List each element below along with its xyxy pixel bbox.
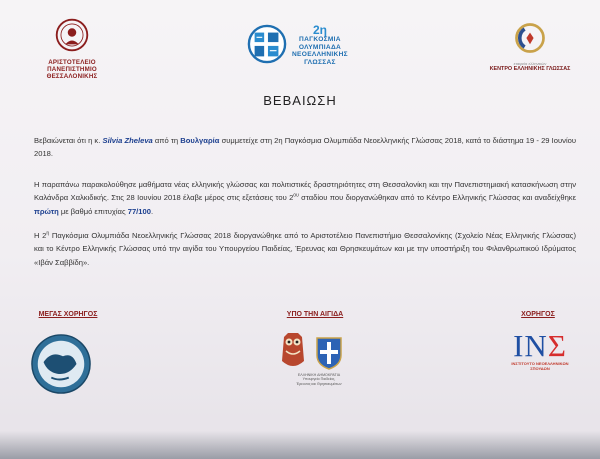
rank-text: πρώτη	[34, 206, 59, 216]
auth-line-3: ΘΕΣΣΑΛΟΝΙΚΗΣ	[46, 73, 98, 80]
owl-icon	[278, 331, 308, 373]
aigis-caption-1: ΕΛΛΗΝΙΚΗ ΔΗΜΟΚΡΑΤΙΑ	[297, 373, 341, 377]
sponsor-label: ΧΟΡΗΓΟΣ	[521, 311, 555, 318]
p2-text-a: Η παραπάνω παρακολούθησε μαθήματα νέας ελληνικής γλώσσας και πολιτιστικές δραστηριότητες στη Θεσσαλονίκη και την Πανεπιστημιακή κατασκήνωση στην Καλάνδρα Χαλκιδικής. Στις 28 Ιουνίου 2018 έλαβε μέρος στις εξετάσεις του 2	[34, 180, 576, 203]
p2-text-c: με βαθμό επιτυχίας	[58, 206, 128, 216]
participant-country: Βουλγαρία	[180, 136, 220, 145]
keg-small-text: εταιρεία ελληνικών	[513, 61, 547, 66]
score-text: 77/100	[127, 206, 151, 216]
ins-letter-accent: Σ	[547, 328, 567, 363]
foundation-globe-logo	[30, 333, 92, 395]
p1-text-b: από τη	[152, 136, 181, 145]
greek-crest-icon	[314, 335, 344, 371]
paragraph-3	[34, 229, 576, 269]
document-title: ΒΕΒΑΙΩΣΗ	[263, 93, 337, 108]
olympiad-number: 2η	[312, 23, 327, 37]
p2-text-b: σταδίου που διοργανώθηκαν από το Κέντρο Ελληνικής Γλώσσας και αναδείχθηκε	[298, 193, 576, 203]
paragraph-2	[34, 178, 576, 218]
language-centre-emblem-icon	[512, 20, 548, 56]
auth-line-1: ΑΡΙΣΤΟΤΕΛΕΙΟ	[48, 59, 96, 66]
aigis-caption-3: Έρευνας και Θρησκευμάτων	[296, 381, 342, 386]
olympiad-line-4: ΓΛΩΣΣΑΣ	[304, 58, 336, 66]
olympiad-line-3: ΝΕΟΕΛΛΗΝΙΚΗΣ	[292, 51, 348, 59]
olympiad-emblem-icon	[246, 24, 288, 64]
olympiad-logo	[246, 24, 386, 68]
ins-letters-main: ΙΝ	[513, 328, 548, 363]
ins-sponsor-logo	[500, 330, 580, 371]
p3-superscript: η	[46, 230, 50, 237]
auth-line-2: ΠΑΝΕΠΙΣΤΗΜΙΟ	[47, 66, 97, 73]
keg-name: ΚΕΝΤΡΟ ΕΛΛΗΝΙΚΗΣ ΓΛΩΣΣΑΣ	[489, 66, 571, 72]
olympiad-line-2: ΟΛΥΜΠΙΑΔΑ	[298, 43, 342, 51]
main-sponsor-label: ΜΕΓΑΣ ΧΟΡΗΓΟΣ	[38, 311, 98, 318]
p2-text-d: .	[150, 206, 154, 216]
ministry-auspices-logo	[278, 331, 358, 391]
paragraph-1	[34, 134, 576, 161]
p2-superscript: ου	[293, 192, 299, 199]
p3-text-b: Παγκόσμια Ολυμπιάδα Νεοελληνικής Γλώσσας 2018 διοργανώθηκε από το Αριστοτέλειο Πανεπιστήμιο Θεσσαλονίκης (Σχολείο Νέας Ελληνικής Γλώσσας) και το Κέντρο Ελληνικής Γλώσσας υπό την αιγίδα του Υπουργείου Παιδείας, Έρευνας και Θρησκευμάτων και με την υποστήριξη του Φιλανθρωπικού Ιδρύματος «Ιβάν Σαββίδη».	[34, 231, 576, 267]
participant-name: Silvia Zheleva	[102, 136, 153, 145]
ins-caption-2: ΣΠΟΥΔΩΝ	[530, 366, 550, 371]
p1-text-a: Βεβαιώνεται ότι η κ.	[34, 136, 103, 145]
greek-language-centre-logo	[486, 20, 574, 72]
olympiad-line-1: ΠΑΓΚΟΣΜΙΑ	[299, 36, 341, 43]
university-seal-icon	[55, 18, 89, 52]
p1-text-c: συμμετείχε στη 2η Παγκόσμια Ολυμπιάδα Νεοελληνικής Γλώσσας 2018, κατά το διάστημα 19 - 29 Ιουνίου 2018.	[34, 136, 577, 159]
aigis-caption-2: Υπουργείο Παιδείας,	[302, 377, 336, 382]
aristotle-university-logo	[26, 18, 118, 80]
p3-text-a: Η 2	[34, 231, 47, 240]
auspices-label: ΥΠΟ ΤΗΝ ΑΙΓΙΔΑ	[286, 311, 344, 318]
ins-letters	[500, 330, 580, 361]
ins-caption-1: ΙΝΣΤΙΤΟΥΤΟ ΝΕΟΕΛΛΗΝΙΚΩΝ	[511, 361, 569, 366]
